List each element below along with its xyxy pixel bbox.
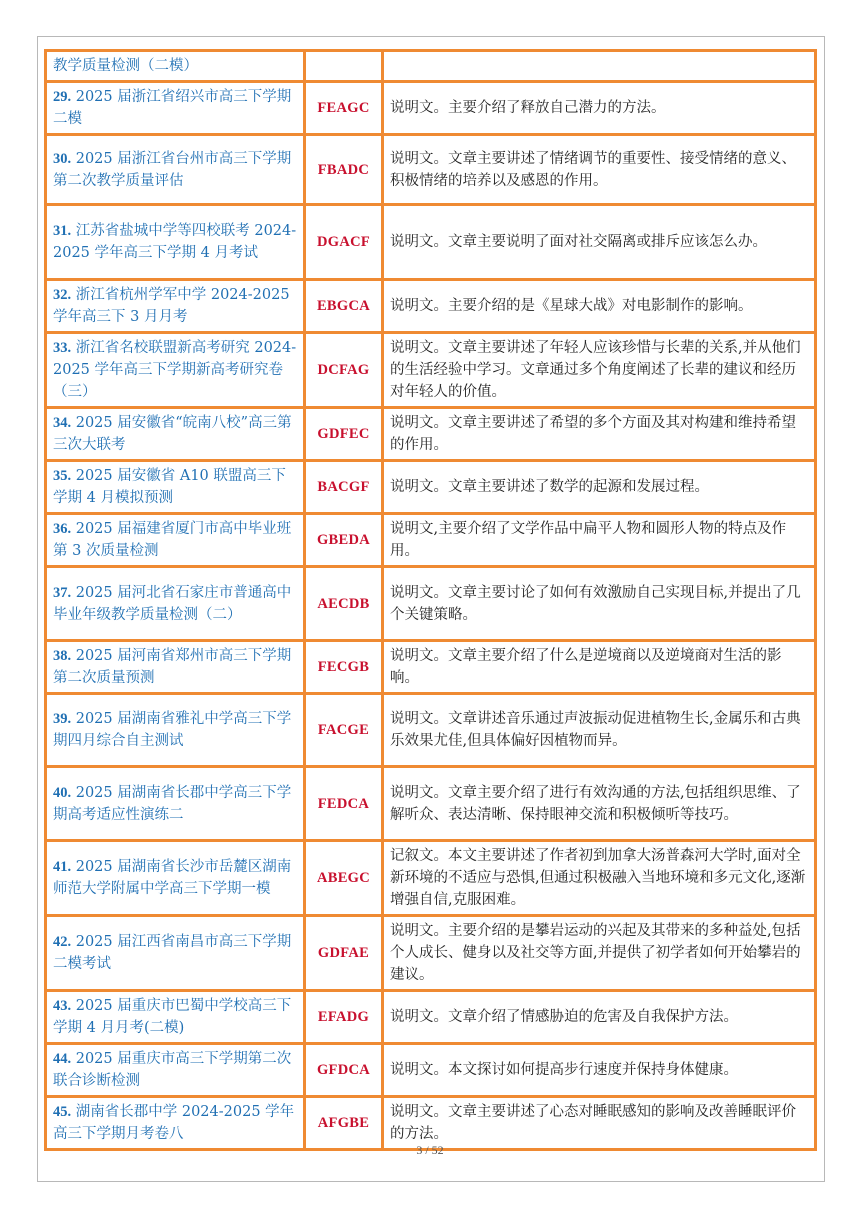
source-cell: [46, 280, 305, 333]
passage-summary: 说明文。主要介绍的是《星球大战》对电影制作的影响。: [383, 280, 816, 333]
row-number: 31.: [53, 223, 72, 239]
answer-key: FACGE: [305, 694, 383, 767]
passage-summary: 说明文。主要介绍的是攀岩运动的兴起及其带来的多种益处,包括个人成长、健身以及社交等方面,并提供了初学者如何开始攀岩的建议。: [383, 916, 816, 991]
passage-summary: 说明文。本文探讨如何提高步行速度并保持身体健康。: [383, 1044, 816, 1097]
row-number: 38.: [53, 648, 72, 664]
table-row: [46, 333, 816, 408]
source-text: 2025 届浙江省绍兴市高三下学期二模: [53, 89, 292, 127]
source-text: 2025 届福建省厦门市高中毕业班第 3 次质量检测: [53, 521, 292, 559]
source-cell: [46, 205, 305, 280]
passage-summary: 说明文。主要介绍了释放自己潜力的方法。: [383, 82, 816, 135]
source-text: 2025 届重庆市巴蜀中学校高三下学期 4 月月考(二模): [53, 998, 292, 1036]
answer-key: [305, 51, 383, 82]
row-number: 41.: [53, 859, 72, 875]
table-row: [46, 514, 816, 567]
row-number: 39.: [53, 711, 72, 727]
row-number: 30.: [53, 150, 72, 167]
passage-summary: 说明文。文章主要讲述了年轻人应该珍惜与长辈的关系,并从他们的生活经验中学习。文章通过多个角度阐述了长辈的建议和经历对年轻人的价值。: [383, 333, 816, 408]
row-number: 44.: [53, 1051, 72, 1067]
source-cell: [46, 333, 305, 408]
source-cell: [46, 135, 305, 205]
table-row: [46, 641, 816, 694]
source-cell: [46, 916, 305, 991]
source-text: 湖南省长郡中学 2024-2025 学年高三下学期月考卷八: [53, 1104, 295, 1142]
source-text: 2025 届湖南省长郡中学高三下学期高考适应性演练二: [53, 784, 292, 823]
source-cell: [46, 567, 305, 641]
source-text: 2025 届湖南省长沙市岳麓区湖南师范大学附属中学高三下学期一模: [53, 859, 292, 897]
source-text: 2025 届河北省石家庄市普通高中毕业年级教学质量检测（二）: [53, 584, 292, 623]
row-number: 35.: [53, 468, 72, 484]
row-number: 37.: [53, 584, 72, 601]
answer-table-body: [46, 51, 816, 1150]
source-cell: [46, 991, 305, 1044]
source-cell: [46, 1044, 305, 1097]
source-cell: [46, 461, 305, 514]
answer-key: AECDB: [305, 567, 383, 641]
source-text: 2025 届江西省南昌市高三下学期二模考试: [53, 934, 292, 972]
answer-key: EFADG: [305, 991, 383, 1044]
table-row: [46, 991, 816, 1044]
table-row: [46, 694, 816, 767]
source-cell: [46, 767, 305, 841]
row-number: 45.: [53, 1104, 72, 1120]
row-number: 33.: [53, 340, 72, 356]
passage-summary: 说明文。文章主要讲述了心态对睡眠感知的影响及改善睡眠评价的方法。: [383, 1097, 816, 1150]
answer-key: GFDCA: [305, 1044, 383, 1097]
passage-summary: 说明文。文章主要介绍了什么是逆境商以及逆境商对生活的影响。: [383, 641, 816, 694]
source-cell: [46, 408, 305, 461]
passage-summary: 说明文。文章主要说明了面对社交隔离或排斥应该怎么办。: [383, 205, 816, 280]
source-cell: [46, 51, 305, 82]
table-row: [46, 841, 816, 916]
passage-summary: 记叙文。本文主要讲述了作者初到加拿大汤普森河大学时,面对全新环境的不适应与恐惧,但通过积极融入当地环境和多元文化,逐渐增强自信,克服困难。: [383, 841, 816, 916]
source-text: 2025 届河南省郑州市高三下学期第二次质量预测: [53, 648, 292, 686]
answer-key: EBGCA: [305, 280, 383, 333]
answer-key: GBEDA: [305, 514, 383, 567]
passage-summary: 说明文。文章讲述音乐通过声波振动促进植物生长,金属乐和古典乐效果尤佳,但具体偏好因植物而异。: [383, 694, 816, 767]
table-row: [46, 767, 816, 841]
source-cell: [46, 1097, 305, 1150]
answer-key: BACGF: [305, 461, 383, 514]
answer-key: FBADC: [305, 135, 383, 205]
source-text: 江苏省盐城中学等四校联考 2024-2025 学年高三下学期 4 月考试: [53, 223, 297, 261]
answer-key: FEDCA: [305, 767, 383, 841]
answer-key: GDFAE: [305, 916, 383, 991]
source-text: 2025 届安徽省“皖南八校”高三第三次大联考: [53, 415, 292, 453]
passage-summary: 说明文。文章主要讨论了如何有效激励自己实现目标,并提出了几个关键策略。: [383, 567, 816, 641]
passage-summary: 说明文。文章主要讲述了情绪调节的重要性、接受情绪的意义、积极情绪的培养以及感恩的作用。: [383, 135, 816, 205]
source-text: 2025 届浙江省台州市高三下学期第二次教学质量评估: [53, 150, 292, 189]
table-row: [46, 280, 816, 333]
answer-key: AFGBE: [305, 1097, 383, 1150]
table-row: [46, 1097, 816, 1150]
table-row: [46, 408, 816, 461]
table-row: [46, 82, 816, 135]
answer-table: [44, 49, 817, 1151]
source-cell: [46, 641, 305, 694]
answer-key: FEAGC: [305, 82, 383, 135]
table-row: [46, 135, 816, 205]
source-text: 2025 届重庆市高三下学期第二次联合诊断检测: [53, 1051, 292, 1089]
source-cell: [46, 694, 305, 767]
row-number: 34.: [53, 415, 72, 431]
row-number: 40.: [53, 784, 72, 801]
answer-key: FECGB: [305, 641, 383, 694]
passage-summary: [383, 51, 816, 82]
row-number: 36.: [53, 521, 72, 537]
table-row: [46, 1044, 816, 1097]
table-row: [46, 567, 816, 641]
row-number: 42.: [53, 934, 72, 950]
answer-key: DCFAG: [305, 333, 383, 408]
source-text: 浙江省名校联盟新高考研究 2024-2025 学年高三下学期新高考研究卷（三）: [53, 340, 297, 400]
table-row: [46, 205, 816, 280]
source-text: 浙江省杭州学军中学 2024-2025 学年高三下 3 月月考: [53, 287, 290, 325]
table-row: [46, 916, 816, 991]
table-row: [46, 461, 816, 514]
row-number: 32.: [53, 287, 72, 303]
answer-key: GDFEC: [305, 408, 383, 461]
passage-summary: 说明文。文章介绍了情感胁迫的危害及自我保护方法。: [383, 991, 816, 1044]
row-number: 43.: [53, 998, 72, 1014]
passage-summary: 说明文。文章主要讲述了数学的起源和发展过程。: [383, 461, 816, 514]
source-text: 教学质量检测（二模）: [53, 58, 198, 74]
passage-summary: 说明文,主要介绍了文学作品中扁平人物和圆形人物的特点及作用。: [383, 514, 816, 567]
answer-key: DGACF: [305, 205, 383, 280]
table-row: [46, 51, 816, 82]
page-number: 3 / 52: [416, 1143, 444, 1157]
source-text: 2025 届安徽省 A10 联盟高三下学期 4 月模拟预测: [53, 468, 286, 506]
source-cell: [46, 82, 305, 135]
passage-summary: 说明文。文章主要介绍了进行有效沟通的方法,包括组织思维、了解听众、表达清晰、保持眼神交流和积极倾听等技巧。: [383, 767, 816, 841]
row-number: 29.: [53, 89, 72, 105]
passage-summary: 说明文。文章主要讲述了希望的多个方面及其对构建和维持希望的作用。: [383, 408, 816, 461]
source-cell: [46, 514, 305, 567]
source-cell: [46, 841, 305, 916]
answer-key: ABEGC: [305, 841, 383, 916]
source-text: 2025 届湖南省雅礼中学高三下学期四月综合自主测试: [53, 711, 292, 749]
